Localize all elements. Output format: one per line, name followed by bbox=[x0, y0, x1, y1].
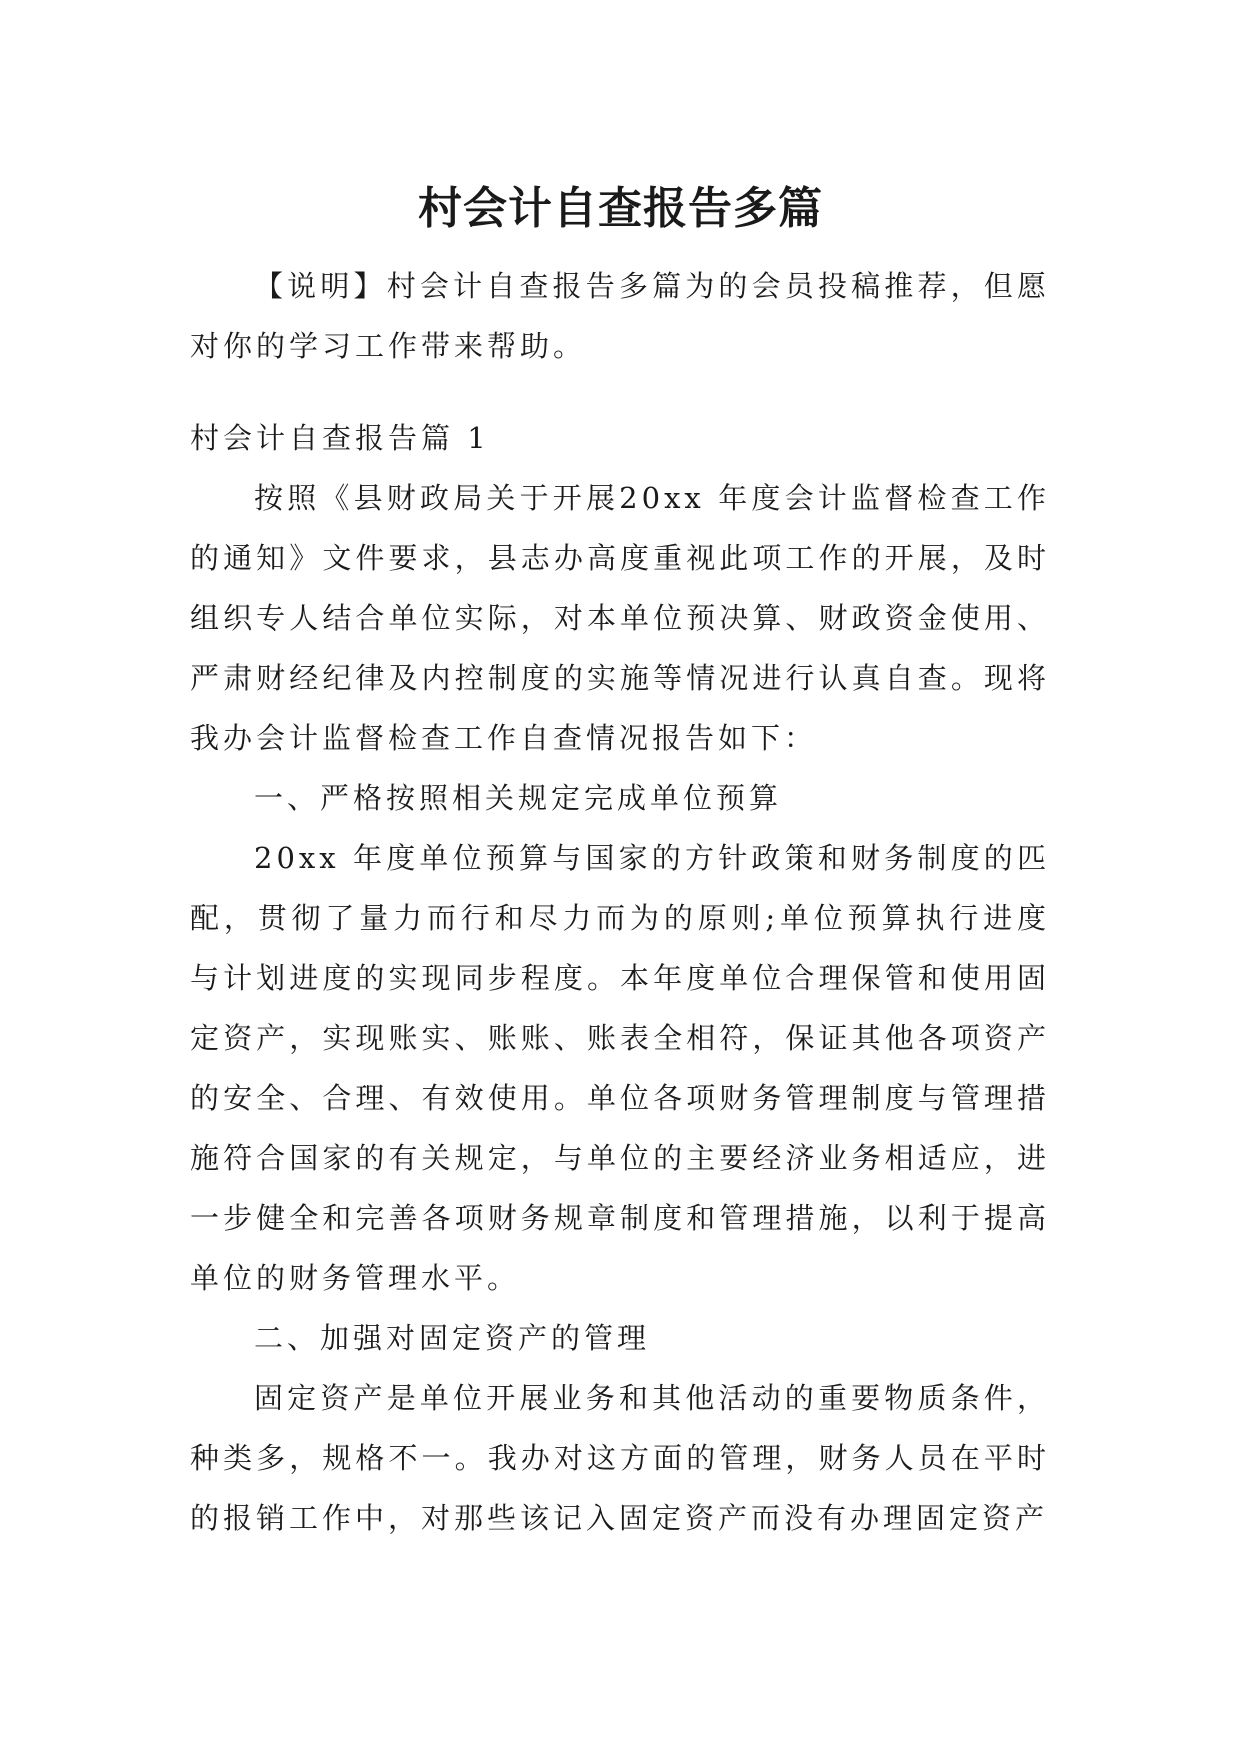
subheading-2: 二、加强对固定资产的管理 bbox=[254, 1321, 651, 1355]
subheading-1: 一、严格按照相关规定完成单位预算 bbox=[254, 781, 783, 815]
document-title: 村会计自查报告多篇 bbox=[418, 183, 823, 235]
intro-paragraph: 【说明】村会计自查报告多篇为的会员投稿推荐，但愿对你的学习工作带来帮助。 bbox=[190, 269, 1050, 363]
report-body bbox=[190, 408, 1050, 1548]
paragraph-3: 固定资产是单位开展业务和其他活动的重要物质条件，种类多，规格不一。我办对这方面的管理，财务人员在平时的报销工作中，对那些该记入固定资产而没有办理固定资产 bbox=[190, 1381, 1050, 1535]
paragraph-2: 20xx 年度单位预算与国家的方针政策和财务制度的匹配，贯彻了量力而行和尽力而为的原则;单位预算执行进度与计划进度的实现同步程度。本年度单位合理保管和使用固定资产，实现账实、账账、账表全相符，保证其他各项资产的安全、合理、有效使用。单位各项财务管理制度与管理措施符合国家的有关规定，与单位的主要经济业务相适应，进一步健全和完善各项财务规章制度和管理措施，以利于提高单位的财务管理水平。 bbox=[190, 841, 1050, 1295]
paragraph-1: 按照《县财政局关于开展20xx 年度会计监督检查工作的通知》文件要求，县志办高度重视此项工作的开展，及时组织专人结合单位实际，对本单位预决算、财政资金使用、严肃财经纪律及内控制度的实施等情况进行认真自查。现将我办会计监督检查工作自查情况报告如下： bbox=[190, 481, 1050, 755]
intro-block bbox=[190, 256, 1050, 376]
section-heading: 村会计自查报告篇 1 bbox=[190, 421, 490, 455]
